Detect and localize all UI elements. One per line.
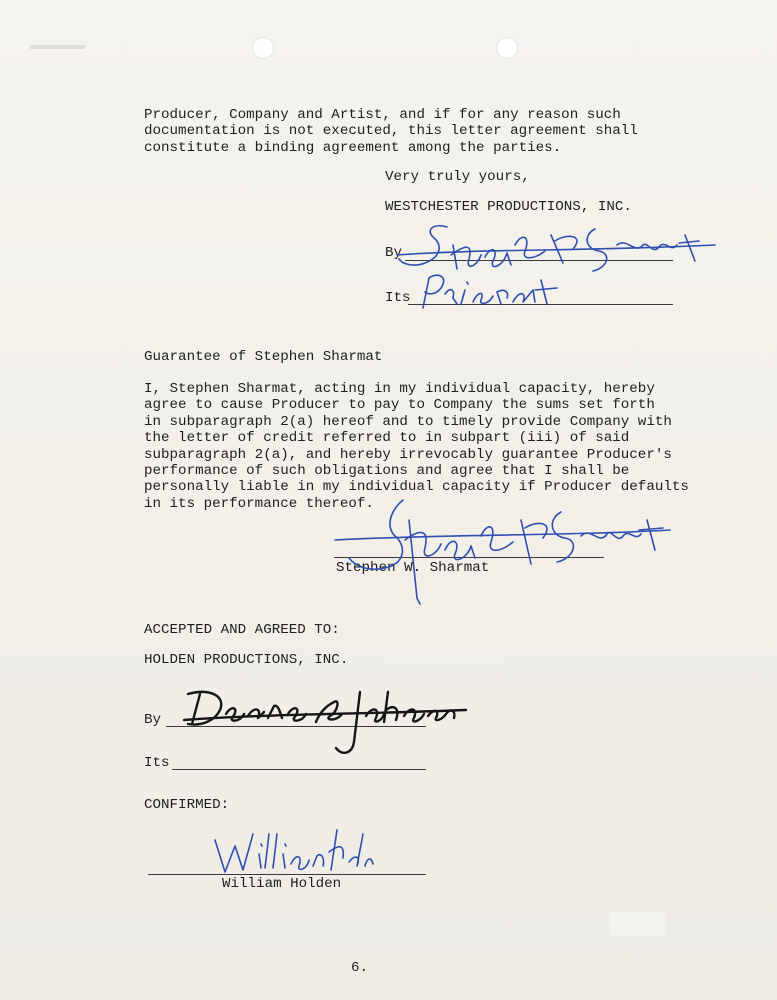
by-label: By <box>144 712 162 728</box>
paragraph-line: in subparagraph 2(a) hereof and to timely provide Company with <box>144 413 672 430</box>
company-name: WESTCHESTER PRODUCTIONS, INC. <box>385 199 632 215</box>
paragraph-line: I, Stephen Sharmat, acting in my individual capacity, hereby <box>144 381 655 397</box>
paragraph-line: performance of such obligations and agree that I shall be <box>144 463 630 480</box>
by-label: By <box>385 245 403 261</box>
its-label: Its <box>385 290 411 306</box>
confirmed-label: CONFIRMED: <box>144 797 230 813</box>
its-label: Its <box>144 755 170 771</box>
paper-mark <box>30 45 85 49</box>
second-company-name: HOLDEN PRODUCTIONS, INC. <box>144 652 349 668</box>
paragraph-line: Producer, Company and Artist, and if for any reason such <box>144 107 621 123</box>
closing-text: Very truly yours, <box>385 169 530 185</box>
title-line <box>172 769 426 770</box>
paragraph-line: documentation is not executed, this letter agreement shall <box>144 123 638 140</box>
paragraph-line: agree to cause Producer to pay to Company the sums set forth <box>144 397 655 414</box>
paragraph-line: personally liable in my individual capacity if Producer defaults <box>144 479 689 496</box>
opening-paragraph <box>144 107 777 156</box>
accepted-label: ACCEPTED AND AGREED TO: <box>144 622 340 638</box>
punch-hole <box>496 37 518 59</box>
paragraph-line: in its performance thereof. <box>144 495 374 512</box>
sharmat-title-signature <box>415 268 585 318</box>
guarantee-heading: Guarantee of Stephen Sharmat <box>144 349 383 365</box>
paragraph-line: constitute a binding agreement among the parties. <box>144 139 562 156</box>
paragraph-line: the letter of credit referred to in subpart (iii) of said <box>144 430 630 447</box>
punch-hole <box>252 37 274 59</box>
johnson-signature <box>170 682 470 772</box>
paragraph-line: subparagraph 2(a), and hereby irrevocably guarantee Producer's <box>144 446 672 463</box>
page-number: 6. <box>351 960 369 976</box>
sharmat-guarantee-signature <box>325 480 675 610</box>
paper-mark <box>610 912 665 936</box>
guarantor-name: Stephen W. Sharmat <box>336 560 490 576</box>
holden-signature <box>205 820 375 880</box>
confirmer-name: William Holden <box>222 876 342 892</box>
